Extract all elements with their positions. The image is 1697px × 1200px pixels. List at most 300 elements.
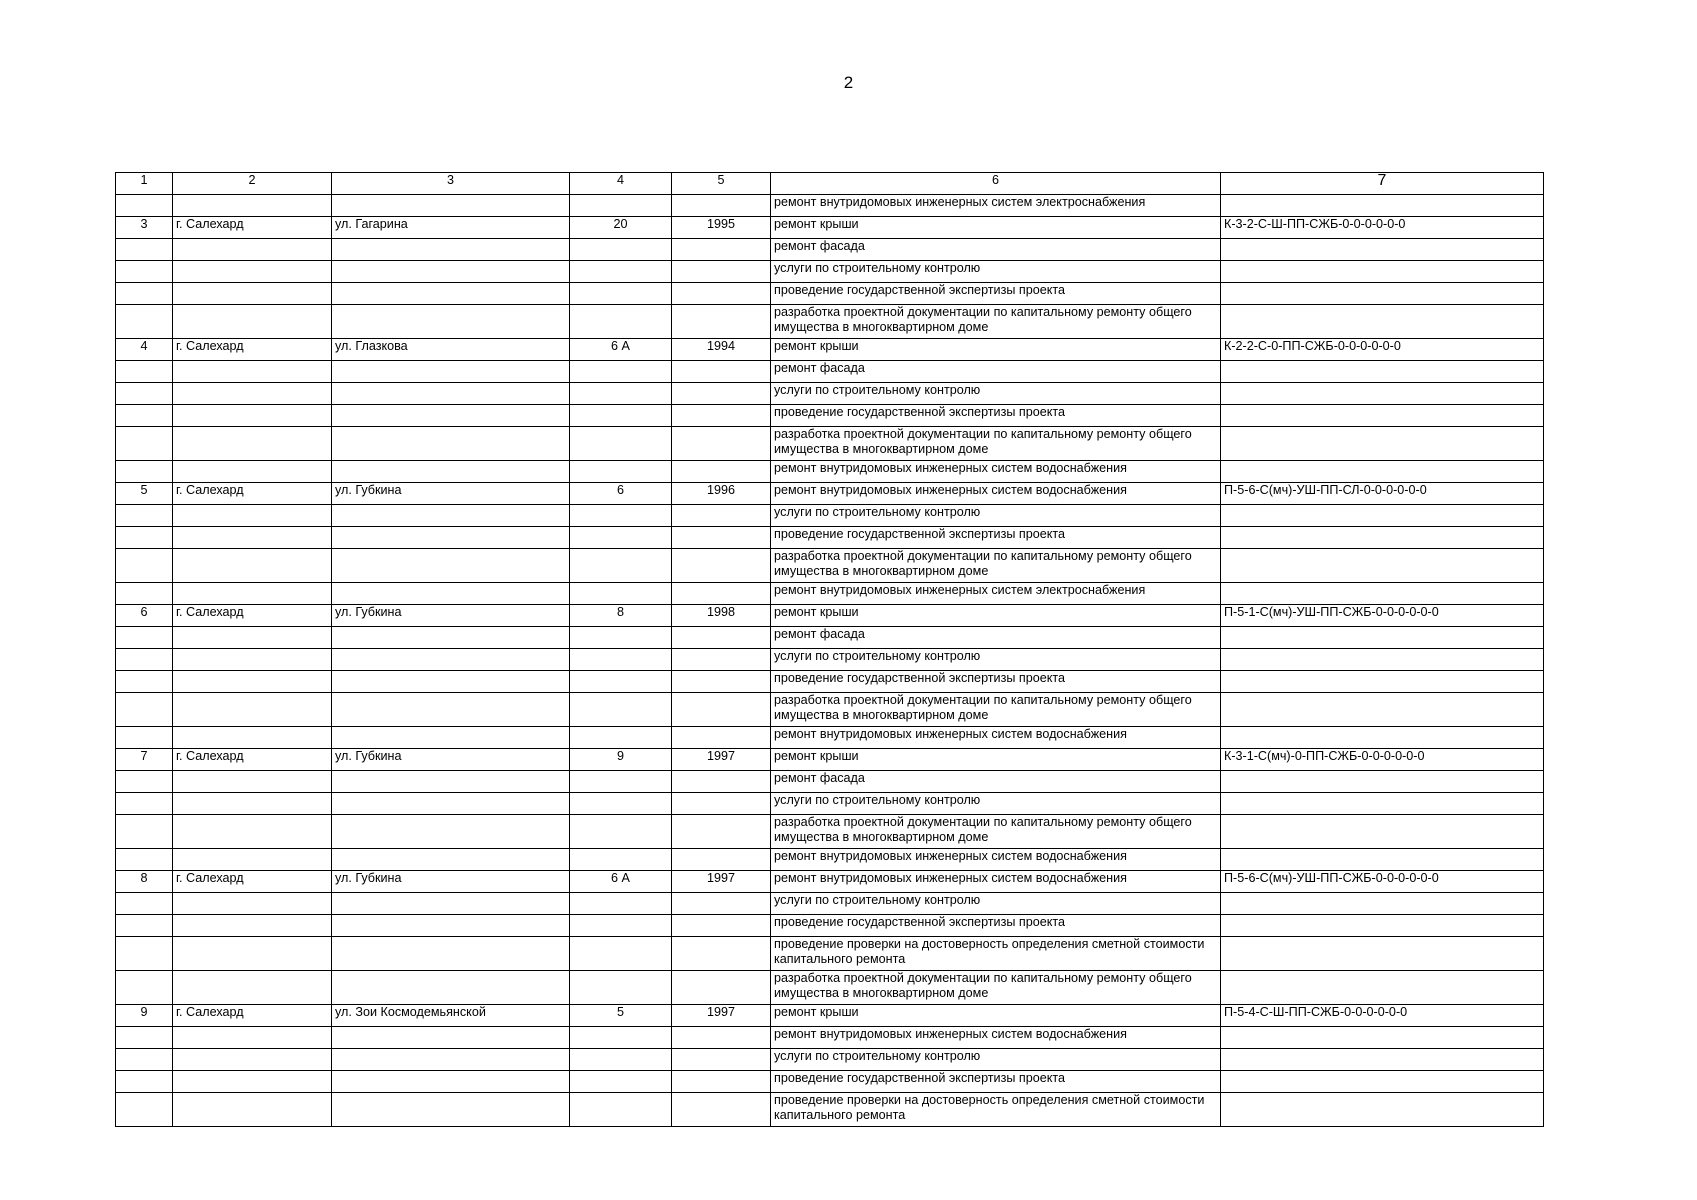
table-row (116, 771, 1544, 793)
table-row (116, 815, 1544, 849)
city-cell (173, 627, 332, 649)
year-cell (672, 239, 771, 261)
street-cell (332, 261, 570, 283)
building-code-cell (1221, 527, 1544, 549)
year-cell (672, 305, 771, 339)
row-number-cell (116, 671, 173, 693)
city-cell (173, 195, 332, 217)
year-cell (672, 627, 771, 649)
table-row (116, 1071, 1544, 1093)
year-cell (672, 383, 771, 405)
street-cell (332, 849, 570, 871)
year-cell (672, 1071, 771, 1093)
street-cell (332, 283, 570, 305)
street-cell (332, 461, 570, 483)
city-cell (173, 1093, 332, 1127)
city-cell (173, 383, 332, 405)
street-cell (332, 1093, 570, 1127)
year-cell: 1997 (672, 871, 771, 893)
building-code-cell (1221, 283, 1544, 305)
house-cell (570, 671, 672, 693)
city-cell: г. Салехард (173, 217, 332, 239)
table-row (116, 627, 1544, 649)
building-code-cell: П-5-1-С(мч)-УШ-ПП-СЖБ-0-0-0-0-0-0 (1221, 605, 1544, 627)
year-cell: 1995 (672, 217, 771, 239)
building-code-cell (1221, 649, 1544, 671)
building-code-cell (1221, 583, 1544, 605)
table-row (116, 305, 1544, 339)
year-cell (672, 505, 771, 527)
table-row (116, 239, 1544, 261)
table-row (116, 1005, 1544, 1027)
table-body (116, 195, 1544, 1127)
work-type-cell: разработка проектной документации по капитальному ремонту общего имущества в многоквартирном доме (771, 971, 1221, 1005)
year-cell: 1994 (672, 339, 771, 361)
year-cell (672, 1049, 771, 1071)
street-cell (332, 1071, 570, 1093)
year-cell (672, 195, 771, 217)
house-cell (570, 195, 672, 217)
row-number-cell (116, 427, 173, 461)
street-cell (332, 937, 570, 971)
year-cell (672, 583, 771, 605)
work-type-cell: проведение государственной экспертизы проекта (771, 527, 1221, 549)
house-cell: 6 А (570, 871, 672, 893)
header-cell-5: 5 (672, 173, 771, 195)
row-number-cell: 4 (116, 339, 173, 361)
street-cell: ул. Губкина (332, 483, 570, 505)
street-cell (332, 727, 570, 749)
building-code-cell (1221, 1093, 1544, 1127)
street-cell: ул. Губкина (332, 871, 570, 893)
street-cell (332, 361, 570, 383)
house-cell (570, 427, 672, 461)
table-row (116, 749, 1544, 771)
table-row (116, 1049, 1544, 1071)
city-cell (173, 261, 332, 283)
street-cell: ул. Гагарина (332, 217, 570, 239)
table-row (116, 383, 1544, 405)
house-cell (570, 937, 672, 971)
row-number-cell (116, 1027, 173, 1049)
table-row (116, 583, 1544, 605)
house-cell (570, 1071, 672, 1093)
header-cell-7: 7 (1221, 173, 1544, 195)
work-type-cell: услуги по строительному контролю (771, 793, 1221, 815)
row-number-cell (116, 361, 173, 383)
house-cell (570, 1027, 672, 1049)
row-number-cell: 7 (116, 749, 173, 771)
table-row (116, 505, 1544, 527)
house-cell (570, 627, 672, 649)
year-cell (672, 771, 771, 793)
row-number-cell: 5 (116, 483, 173, 505)
city-cell (173, 1049, 332, 1071)
year-cell (672, 793, 771, 815)
city-cell (173, 815, 332, 849)
house-cell (570, 283, 672, 305)
house-cell (570, 505, 672, 527)
house-cell (570, 693, 672, 727)
work-type-cell: ремонт крыши (771, 217, 1221, 239)
house-cell: 8 (570, 605, 672, 627)
building-code-cell: П-5-4-С-Ш-ПП-СЖБ-0-0-0-0-0-0 (1221, 1005, 1544, 1027)
house-cell (570, 771, 672, 793)
year-cell (672, 405, 771, 427)
street-cell (332, 1027, 570, 1049)
year-cell (672, 549, 771, 583)
year-cell (672, 971, 771, 1005)
work-type-cell: ремонт внутридомовых инженерных систем водоснабжения (771, 849, 1221, 871)
building-code-cell (1221, 549, 1544, 583)
row-number-cell: 8 (116, 871, 173, 893)
house-cell (570, 361, 672, 383)
house-cell (570, 893, 672, 915)
year-cell (672, 1093, 771, 1127)
city-cell (173, 305, 332, 339)
row-number-cell (116, 383, 173, 405)
street-cell (332, 505, 570, 527)
street-cell (332, 671, 570, 693)
row-number-cell (116, 1049, 173, 1071)
house-cell (570, 849, 672, 871)
year-cell (672, 1027, 771, 1049)
building-code-cell (1221, 671, 1544, 693)
street-cell (332, 649, 570, 671)
building-code-cell (1221, 427, 1544, 461)
building-code-cell (1221, 849, 1544, 871)
building-code-cell (1221, 1071, 1544, 1093)
city-cell (173, 283, 332, 305)
header-cell-3: 3 (332, 173, 570, 195)
work-type-cell: услуги по строительному контролю (771, 649, 1221, 671)
street-cell (332, 915, 570, 937)
building-code-cell (1221, 893, 1544, 915)
year-cell (672, 361, 771, 383)
city-cell: г. Салехард (173, 1005, 332, 1027)
house-cell (570, 261, 672, 283)
house-cell (570, 583, 672, 605)
city-cell (173, 461, 332, 483)
house-cell: 6 А (570, 339, 672, 361)
table-row (116, 893, 1544, 915)
row-number-cell (116, 893, 173, 915)
building-code-cell (1221, 505, 1544, 527)
year-cell: 1997 (672, 749, 771, 771)
street-cell (332, 893, 570, 915)
header-cell-1: 1 (116, 173, 173, 195)
table-row (116, 261, 1544, 283)
row-number-cell (116, 771, 173, 793)
work-type-cell: ремонт крыши (771, 749, 1221, 771)
table-row (116, 693, 1544, 727)
street-cell (332, 195, 570, 217)
work-type-cell: ремонт крыши (771, 339, 1221, 361)
street-cell (332, 383, 570, 405)
city-cell (173, 937, 332, 971)
table-row (116, 339, 1544, 361)
work-type-cell: ремонт внутридомовых инженерных систем водоснабжения (771, 871, 1221, 893)
city-cell (173, 361, 332, 383)
building-code-cell (1221, 1049, 1544, 1071)
work-type-cell: услуги по строительному контролю (771, 505, 1221, 527)
house-cell: 6 (570, 483, 672, 505)
work-type-cell: ремонт внутридомовых инженерных систем электроснабжения (771, 583, 1221, 605)
work-type-cell: услуги по строительному контролю (771, 1049, 1221, 1071)
street-cell (332, 627, 570, 649)
table-row (116, 793, 1544, 815)
year-cell (672, 849, 771, 871)
street-cell (332, 305, 570, 339)
building-code-cell (1221, 937, 1544, 971)
building-code-cell (1221, 239, 1544, 261)
house-cell (570, 649, 672, 671)
row-number-cell (116, 693, 173, 727)
house-cell (570, 793, 672, 815)
work-type-cell: проведение государственной экспертизы проекта (771, 915, 1221, 937)
work-type-cell: ремонт фасада (771, 361, 1221, 383)
work-type-cell: ремонт фасада (771, 239, 1221, 261)
year-cell (672, 893, 771, 915)
city-cell (173, 671, 332, 693)
table-row (116, 1027, 1544, 1049)
work-type-cell: ремонт внутридомовых инженерных систем электроснабжения (771, 195, 1221, 217)
street-cell (332, 771, 570, 793)
year-cell (672, 915, 771, 937)
house-cell (570, 727, 672, 749)
street-cell: ул. Губкина (332, 605, 570, 627)
work-type-cell: проведение государственной экспертизы проекта (771, 1071, 1221, 1093)
city-cell: г. Салехард (173, 605, 332, 627)
building-code-cell: К-2-2-С-0-ПП-СЖБ-0-0-0-0-0-0 (1221, 339, 1544, 361)
work-type-cell: разработка проектной документации по капитальному ремонту общего имущества в многоквартирном доме (771, 305, 1221, 339)
building-code-cell (1221, 195, 1544, 217)
header-row (116, 173, 1544, 195)
row-number-cell (116, 261, 173, 283)
house-cell: 20 (570, 217, 672, 239)
row-number-cell (116, 1093, 173, 1127)
year-cell: 1998 (672, 605, 771, 627)
house-cell (570, 239, 672, 261)
year-cell (672, 649, 771, 671)
building-code-cell (1221, 793, 1544, 815)
row-number-cell: 3 (116, 217, 173, 239)
row-number-cell (116, 915, 173, 937)
row-number-cell (116, 849, 173, 871)
building-code-cell (1221, 305, 1544, 339)
house-cell (570, 1093, 672, 1127)
house-cell (570, 527, 672, 549)
year-cell (672, 671, 771, 693)
building-code-cell: П-5-6-С(мч)-УШ-ПП-СЖБ-0-0-0-0-0-0 (1221, 871, 1544, 893)
row-number-cell (116, 239, 173, 261)
house-cell (570, 1049, 672, 1071)
city-cell: г. Салехард (173, 339, 332, 361)
year-cell (672, 461, 771, 483)
table-row (116, 871, 1544, 893)
work-type-cell: разработка проектной документации по капитальному ремонту общего имущества в многоквартирном доме (771, 549, 1221, 583)
work-type-cell: проведение государственной экспертизы проекта (771, 405, 1221, 427)
building-code-cell (1221, 261, 1544, 283)
table-row (116, 483, 1544, 505)
year-cell (672, 527, 771, 549)
row-number-cell (116, 627, 173, 649)
building-code-cell (1221, 383, 1544, 405)
table-row (116, 671, 1544, 693)
street-cell: ул. Глазкова (332, 339, 570, 361)
work-type-cell: ремонт крыши (771, 605, 1221, 627)
city-cell (173, 727, 332, 749)
work-type-cell: проведение государственной экспертизы проекта (771, 671, 1221, 693)
city-cell (173, 527, 332, 549)
row-number-cell (116, 195, 173, 217)
row-number-cell (116, 971, 173, 1005)
house-cell (570, 405, 672, 427)
street-cell: ул. Губкина (332, 749, 570, 771)
city-cell (173, 693, 332, 727)
street-cell (332, 549, 570, 583)
building-code-cell (1221, 1027, 1544, 1049)
street-cell (332, 815, 570, 849)
building-code-cell (1221, 627, 1544, 649)
building-code-cell (1221, 727, 1544, 749)
city-cell (173, 505, 332, 527)
building-code-cell (1221, 461, 1544, 483)
building-code-cell (1221, 693, 1544, 727)
table-row (116, 405, 1544, 427)
house-cell (570, 305, 672, 339)
city-cell (173, 893, 332, 915)
street-cell (332, 239, 570, 261)
year-cell (672, 937, 771, 971)
table-row (116, 549, 1544, 583)
row-number-cell (116, 815, 173, 849)
building-code-cell (1221, 405, 1544, 427)
street-cell (332, 971, 570, 1005)
work-type-cell: ремонт внутридомовых инженерных систем водоснабжения (771, 483, 1221, 505)
house-cell (570, 383, 672, 405)
row-number-cell (116, 793, 173, 815)
row-number-cell (116, 305, 173, 339)
house-cell: 9 (570, 749, 672, 771)
building-code-cell (1221, 361, 1544, 383)
building-code-cell: П-5-6-С(мч)-УШ-ПП-СЛ-0-0-0-0-0-0 (1221, 483, 1544, 505)
work-type-cell: ремонт фасада (771, 627, 1221, 649)
table-row (116, 727, 1544, 749)
row-number-cell (116, 1071, 173, 1093)
city-cell (173, 427, 332, 461)
row-number-cell (116, 405, 173, 427)
city-cell: г. Салехард (173, 749, 332, 771)
work-type-cell: ремонт внутридомовых инженерных систем водоснабжения (771, 727, 1221, 749)
street-cell (332, 527, 570, 549)
building-code-cell (1221, 971, 1544, 1005)
table-row (116, 361, 1544, 383)
work-type-cell: разработка проектной документации по капитальному ремонту общего имущества в многоквартирном доме (771, 427, 1221, 461)
table-row (116, 605, 1544, 627)
city-cell (173, 583, 332, 605)
work-type-cell: разработка проектной документации по капитальному ремонту общего имущества в многоквартирном доме (771, 693, 1221, 727)
row-number-cell (116, 583, 173, 605)
table-row (116, 527, 1544, 549)
table-row (116, 195, 1544, 217)
row-number-cell (116, 549, 173, 583)
city-cell (173, 1071, 332, 1093)
row-number-cell: 9 (116, 1005, 173, 1027)
house-cell (570, 549, 672, 583)
work-type-cell: проведение проверки на достоверность определения сметной стоимости капитального ремонта (771, 1093, 1221, 1127)
row-number-cell (116, 461, 173, 483)
street-cell (332, 693, 570, 727)
street-cell (332, 427, 570, 461)
table-row (116, 217, 1544, 239)
city-cell: г. Салехард (173, 871, 332, 893)
header-cell-6: 6 (771, 173, 1221, 195)
table-row (116, 1093, 1544, 1127)
row-number-cell (116, 527, 173, 549)
city-cell: г. Салехард (173, 483, 332, 505)
building-code-cell (1221, 771, 1544, 793)
work-type-cell: ремонт крыши (771, 1005, 1221, 1027)
table-row (116, 427, 1544, 461)
row-number-cell (116, 649, 173, 671)
year-cell: 1997 (672, 1005, 771, 1027)
city-cell (173, 915, 332, 937)
city-cell (173, 649, 332, 671)
row-number-cell (116, 937, 173, 971)
work-type-cell: ремонт внутридомовых инженерных систем водоснабжения (771, 461, 1221, 483)
work-type-cell: разработка проектной документации по капитальному ремонту общего имущества в многоквартирном доме (771, 815, 1221, 849)
work-type-cell: услуги по строительному контролю (771, 261, 1221, 283)
work-type-cell: услуги по строительному контролю (771, 893, 1221, 915)
city-cell (173, 771, 332, 793)
row-number-cell (116, 505, 173, 527)
house-cell (570, 971, 672, 1005)
year-cell (672, 693, 771, 727)
work-type-cell: ремонт фасада (771, 771, 1221, 793)
building-code-cell: К-3-2-С-Ш-ПП-СЖБ-0-0-0-0-0-0 (1221, 217, 1544, 239)
building-code-cell (1221, 815, 1544, 849)
table-row (116, 915, 1544, 937)
year-cell (672, 727, 771, 749)
year-cell: 1996 (672, 483, 771, 505)
building-code-cell (1221, 915, 1544, 937)
city-cell (173, 549, 332, 583)
year-cell (672, 261, 771, 283)
city-cell (173, 405, 332, 427)
building-code-cell: К-3-1-С(мч)-0-ПП-СЖБ-0-0-0-0-0-0 (1221, 749, 1544, 771)
house-cell: 5 (570, 1005, 672, 1027)
table-row (116, 461, 1544, 483)
street-cell: ул. Зои Космодемьянской (332, 1005, 570, 1027)
year-cell (672, 815, 771, 849)
row-number-cell: 6 (116, 605, 173, 627)
row-number-cell (116, 727, 173, 749)
house-cell (570, 461, 672, 483)
row-number-cell (116, 283, 173, 305)
works-table (115, 172, 1544, 1127)
house-cell (570, 915, 672, 937)
page-number: 2 (843, 73, 854, 92)
street-cell (332, 405, 570, 427)
street-cell (332, 1049, 570, 1071)
header-cell-2: 2 (173, 173, 332, 195)
table-row (116, 971, 1544, 1005)
work-type-cell: проведение государственной экспертизы проекта (771, 283, 1221, 305)
city-cell (173, 849, 332, 871)
work-type-cell: ремонт внутридомовых инженерных систем водоснабжения (771, 1027, 1221, 1049)
city-cell (173, 793, 332, 815)
